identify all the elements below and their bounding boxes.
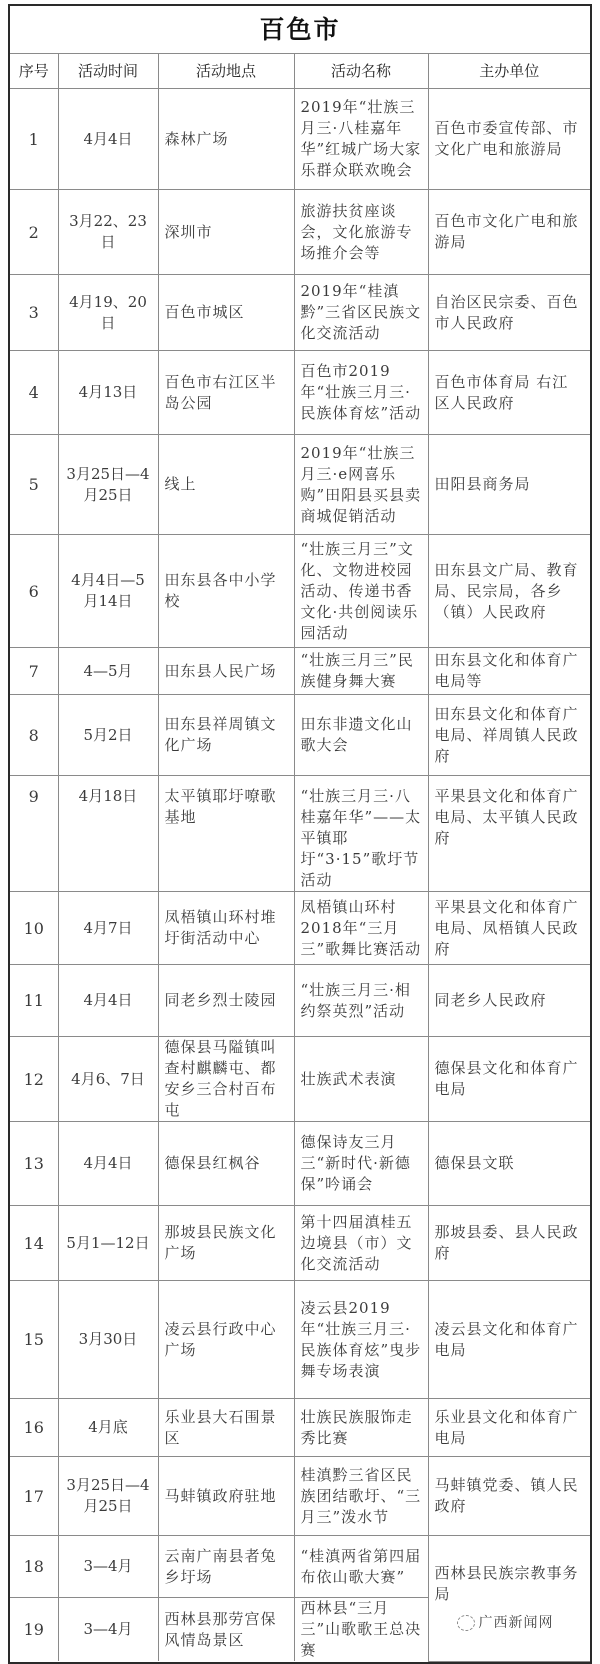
cell-location: 线上 (158, 435, 294, 535)
cell-date: 4月4日—5月14日 (58, 535, 158, 648)
cell-date: 3月30日 (58, 1281, 158, 1399)
cell-index: 18 (10, 1536, 58, 1598)
cell-index: 17 (10, 1457, 58, 1536)
cell-organizer: 那坡县委、县人民政府 (428, 1206, 590, 1281)
cell-date: 3—4月 (58, 1598, 158, 1662)
wechat-icon (457, 1615, 475, 1631)
cell-location: 西林县那劳宫保风情岛景区 (158, 1598, 294, 1662)
cell-organizer-merged (428, 1536, 590, 1662)
header-time: 活动时间 (58, 54, 158, 89)
cell-organizer: 马蚌镇党委、镇人民政府 (428, 1457, 590, 1536)
cell-organizer: 西林县民族宗教事务局 (434, 1563, 579, 1603)
cell-date: 4月底 (58, 1399, 158, 1457)
cell-activity-name: “壮族三月三”民族健身舞大赛 (294, 648, 428, 695)
table-row (10, 1206, 590, 1281)
cell-date: 4月7日 (58, 892, 158, 965)
cell-index: 9 (10, 776, 58, 892)
cell-index: 3 (10, 275, 58, 351)
table-row (10, 776, 590, 892)
cell-index: 15 (10, 1281, 58, 1399)
table-row (10, 535, 590, 648)
cell-organizer: 德保县文化和体育广电局 (428, 1037, 590, 1122)
table-row (10, 190, 590, 275)
cell-organizer: 平果县文化和体育广电局、凤梧镇人民政府 (428, 892, 590, 965)
table-row (10, 1536, 590, 1598)
cell-activity-name: 壮族民族服饰走秀比赛 (294, 1399, 428, 1457)
cell-location: 云南广南县者兔乡圩场 (158, 1536, 294, 1598)
cell-activity-name: 德保诗友三月三“新时代·新德保”吟诵会 (294, 1122, 428, 1206)
header-organizer: 主办单位 (428, 54, 590, 89)
cell-date: 5月1—12日 (58, 1206, 158, 1281)
cell-activity-name: 第十四届滇桂五边境县（市）文化交流活动 (294, 1206, 428, 1281)
cell-index: 4 (10, 351, 58, 435)
table-row (10, 965, 590, 1037)
cell-location: 同老乡烈士陵园 (158, 965, 294, 1037)
cell-activity-name: 2019年“桂滇黔”三省区民族文化交流活动 (294, 275, 428, 351)
cell-index: 12 (10, 1037, 58, 1122)
cell-index: 7 (10, 648, 58, 695)
events-table (10, 6, 590, 1662)
cell-location: 太平镇耶圩嘹歌基地 (158, 776, 294, 892)
cell-location: 田东县人民广场 (158, 648, 294, 695)
cell-location: 凌云县行政中心广场 (158, 1281, 294, 1399)
events-table-container (8, 4, 592, 1664)
cell-index: 10 (10, 892, 58, 965)
header-location: 活动地点 (158, 54, 294, 89)
cell-index: 2 (10, 190, 58, 275)
cell-date: 3月25日—4月25日 (58, 435, 158, 535)
cell-date: 4月19、20日 (58, 275, 158, 351)
cell-activity-name: “壮族三月三·相约祭英烈”活动 (294, 965, 428, 1037)
table-row (10, 695, 590, 776)
cell-index: 11 (10, 965, 58, 1037)
cell-index: 13 (10, 1122, 58, 1206)
cell-activity-name: “壮族三月三”文化、文物进校园活动、传递书香文化·共创阅读乐园活动 (294, 535, 428, 648)
cell-location: 凤梧镇山环村堆圩街活动中心 (158, 892, 294, 965)
watermark (457, 1613, 585, 1634)
cell-location: 那坡县民族文化广场 (158, 1206, 294, 1281)
cell-organizer: 凌云县文化和体育广电局 (428, 1281, 590, 1399)
cell-location: 森林广场 (158, 89, 294, 190)
cell-index: 6 (10, 535, 58, 648)
cell-organizer: 平果县文化和体育广电局、太平镇人民政府 (428, 776, 590, 892)
cell-organizer: 德保县文联 (428, 1122, 590, 1206)
cell-activity-name: 2019年“壮族三月三·八桂嘉年华”红城广场大家乐群众联欢晚会 (294, 89, 428, 190)
cell-date: 4月4日 (58, 965, 158, 1037)
cell-activity-name: 西林县“三月三”山歌歌王总决赛 (294, 1598, 428, 1662)
cell-location: 田东县祥周镇文化广场 (158, 695, 294, 776)
cell-activity-name: 旅游扶贫座谈会，文化旅游专场推介会等 (294, 190, 428, 275)
table-row (10, 1457, 590, 1536)
cell-organizer: 田东县文广局、教育局、民宗局，各乡（镇）人民政府 (428, 535, 590, 648)
cell-organizer: 百色市委宣传部、市文化广电和旅游局 (428, 89, 590, 190)
header-index: 序号 (10, 54, 58, 89)
cell-organizer: 田阳县商务局 (428, 435, 590, 535)
cell-location: 百色市城区 (158, 275, 294, 351)
cell-date: 3月25日—4月25日 (58, 1457, 158, 1536)
table-row (10, 1122, 590, 1206)
cell-location: 马蚌镇政府驻地 (158, 1457, 294, 1536)
cell-location: 乐业县大石围景区 (158, 1399, 294, 1457)
cell-location: 深圳市 (158, 190, 294, 275)
table-row (10, 351, 590, 435)
cell-date: 4月18日 (58, 776, 158, 892)
cell-index: 1 (10, 89, 58, 190)
cell-organizer: 乐业县文化和体育广电局 (428, 1399, 590, 1457)
table-row (10, 1281, 590, 1399)
cell-activity-name: “壮族三月三·八桂嘉年华”——太平镇耶圩“3·15”歌圩节活动 (294, 776, 428, 892)
table-row (10, 1037, 590, 1122)
header-activity-name: 活动名称 (294, 54, 428, 89)
cell-organizer: 百色市体育局 右江区人民政府 (428, 351, 590, 435)
cell-date: 3月22、23日 (58, 190, 158, 275)
cell-activity-name: 田东非遗文化山歌大会 (294, 695, 428, 776)
cell-activity-name: 桂滇黔三省区民族团结歌圩、“三月三”泼水节 (294, 1457, 428, 1536)
table-row (10, 435, 590, 535)
table-row (10, 89, 590, 190)
cell-index: 8 (10, 695, 58, 776)
cell-activity-name: 2019年“壮族三月三·e网喜乐购”田阳县买县卖商城促销活动 (294, 435, 428, 535)
cell-activity-name: 凌云县2019年“壮族三月三·民族体育炫”曳步舞专场表演 (294, 1281, 428, 1399)
cell-date: 4月4日 (58, 89, 158, 190)
cell-activity-name: 百色市2019年“壮族三月三·民族体育炫”活动 (294, 351, 428, 435)
cell-index: 5 (10, 435, 58, 535)
cell-index: 16 (10, 1399, 58, 1457)
cell-activity-name: “桂滇两省第四届布依山歌大赛” (294, 1536, 428, 1598)
cell-location: 德保县马隘镇叫查村麒麟屯、都安乡三合村百布屯 (158, 1037, 294, 1122)
cell-location: 田东县各中小学校 (158, 535, 294, 648)
cell-date: 4—5月 (58, 648, 158, 695)
table-row (10, 892, 590, 965)
cell-index: 14 (10, 1206, 58, 1281)
cell-organizer: 田东县文化和体育广电局等 (428, 648, 590, 695)
cell-date: 4月4日 (58, 1122, 158, 1206)
cell-organizer: 田东县文化和体育广电局、祥周镇人民政府 (428, 695, 590, 776)
cell-date: 4月13日 (58, 351, 158, 435)
table-row (10, 275, 590, 351)
cell-activity-name: 壮族武术表演 (294, 1037, 428, 1122)
table-title: 百色市 (10, 6, 590, 54)
cell-date: 5月2日 (58, 695, 158, 776)
cell-location: 百色市右江区半岛公园 (158, 351, 294, 435)
cell-date: 3—4月 (58, 1536, 158, 1598)
cell-date: 4月6、7日 (58, 1037, 158, 1122)
cell-location: 德保县红枫谷 (158, 1122, 294, 1206)
cell-organizer: 百色市文化广电和旅游局 (428, 190, 590, 275)
table-row (10, 648, 590, 695)
cell-organizer: 自治区民宗委、百色市人民政府 (428, 275, 590, 351)
cell-organizer: 同老乡人民政府 (428, 965, 590, 1037)
cell-index: 19 (10, 1598, 58, 1662)
watermark-text: 广西新闻网 (478, 1614, 554, 1631)
table-row (10, 1399, 590, 1457)
cell-activity-name: 凤梧镇山环村2018年“三月三”歌舞比赛活动 (294, 892, 428, 965)
